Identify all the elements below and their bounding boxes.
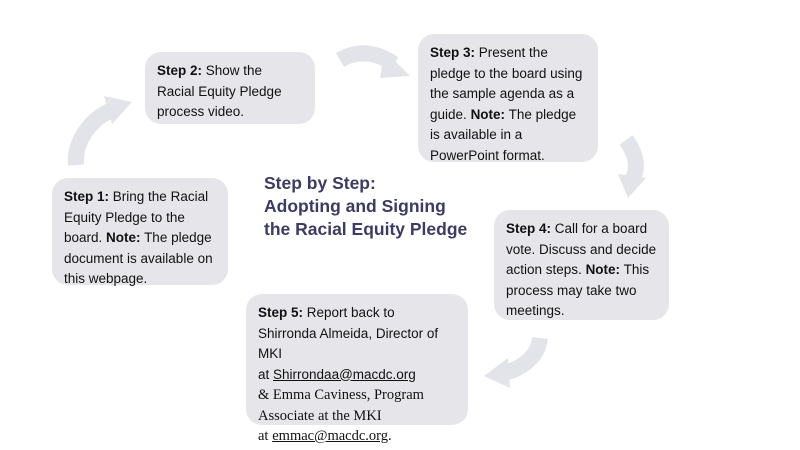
step-1-box xyxy=(52,178,228,285)
arrow-step1-to-step2 xyxy=(76,96,132,165)
step-3-box xyxy=(418,34,598,162)
step-1-text: Bring the Racial Equity Pledge to the board. xyxy=(64,189,209,245)
step-3-label: Step 3: xyxy=(430,45,476,60)
step-4-note-label: Note: xyxy=(585,262,621,277)
step-3-note-label: Note: xyxy=(470,106,506,122)
step-3-note: The pledge is available in a PowerPoint format. xyxy=(430,106,577,163)
step-5-box xyxy=(246,294,468,444)
step-4-box xyxy=(494,210,669,320)
arrow-step4-to-step5 xyxy=(484,338,540,388)
step-5-at-2: at xyxy=(258,428,269,444)
step-4-label: Step 4: xyxy=(506,221,552,236)
step-2-label: Step 2: xyxy=(157,63,203,78)
step-1-label: Step 1: xyxy=(64,189,110,204)
step-5-text: Report back to Shirronda Almeida, Director of MKI xyxy=(258,305,439,361)
step-5-line-3: & Emma Caviness, Program Associate at the MKI xyxy=(258,387,424,424)
step-5-end: . xyxy=(387,428,392,444)
step-5-at-1: at xyxy=(258,366,270,382)
step-3-text: Present the pledge to the board using the sample agenda as a guide. xyxy=(430,45,583,122)
title-line-2: Adopting and Signing xyxy=(264,196,446,216)
email-link-shirronda[interactable]: Shirrondaa@macdc.org xyxy=(273,366,416,382)
title-line-3: the Racial Equity Pledge xyxy=(264,219,468,239)
step-4-text: Call for a board vote. Discuss and decide action steps. xyxy=(506,221,657,277)
title-line-1: Step by Step: xyxy=(264,173,376,193)
arrow-step2-to-step3 xyxy=(340,50,410,78)
step-1-note-label: Note: xyxy=(106,230,141,245)
diagram-title xyxy=(264,172,494,241)
email-link-emma[interactable]: emmac@macdc.org xyxy=(272,428,388,444)
step-2-box xyxy=(145,52,315,124)
step-1-note: The pledge document is available on this webpage. xyxy=(64,230,213,286)
arrow-step3-to-step4 xyxy=(618,140,646,198)
step-5-label: Step 5: xyxy=(258,305,304,320)
step-4-note: This process may take two meetings. xyxy=(506,262,650,318)
step-2-text: Show the Racial Equity Pledge process video. xyxy=(157,63,282,119)
